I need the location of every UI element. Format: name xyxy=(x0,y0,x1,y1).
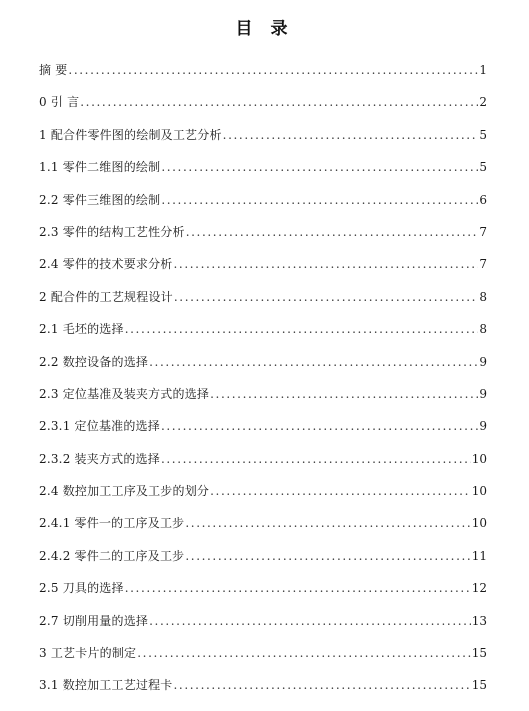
toc-dot-leader xyxy=(174,257,479,271)
toc-entry xyxy=(39,387,487,419)
toc-entry-label: 2.2 零件三维图的绘制 xyxy=(39,192,161,207)
toc-entry-label: 2.4 数控加工工序及工步的划分 xyxy=(39,484,210,499)
toc-dot-leader xyxy=(161,452,471,466)
toc-dot-leader xyxy=(186,225,479,239)
toc-list xyxy=(39,63,487,711)
toc-entry-label: 2.3 定位基准及装夹方式的选择 xyxy=(39,386,210,401)
toc-entry-label: 2.4.2 零件二的工序及工步 xyxy=(39,548,185,563)
toc-dot-leader xyxy=(137,646,470,660)
toc-dot-leader xyxy=(161,419,478,433)
toc-entry-page: 10 xyxy=(471,484,487,499)
toc-entry-page: 12 xyxy=(471,581,487,596)
toc-entry xyxy=(39,193,487,225)
toc-entry-page: 6 xyxy=(479,192,487,207)
toc-entry-label: 1 配合件零件图的绘制及工艺分析 xyxy=(39,127,222,142)
toc-entry-page: 13 xyxy=(471,613,487,628)
toc-entry-label: 2.4.1 零件一的工序及工步 xyxy=(39,516,185,531)
toc-entry xyxy=(39,290,487,322)
toc-entry-page: 2 xyxy=(479,95,487,110)
toc-entry xyxy=(39,355,487,387)
toc-entry xyxy=(39,160,487,192)
toc-entry xyxy=(39,549,487,581)
toc-entry-label: 1.1 零件二维图的绘制 xyxy=(39,160,161,175)
toc-dot-leader xyxy=(149,355,478,369)
toc-entry-label: 2 配合件的工艺规程设计 xyxy=(39,289,173,304)
toc-entry xyxy=(39,452,487,484)
toc-dot-leader xyxy=(161,160,478,174)
toc-entry-label: 2.3.2 装夹方式的选择 xyxy=(39,451,160,466)
toc-dot-leader xyxy=(210,484,471,498)
toc-entry-label: 3.1 数控加工工艺过程卡 xyxy=(39,678,173,693)
toc-entry-page: 8 xyxy=(479,289,487,304)
toc-dot-leader xyxy=(174,678,471,692)
toc-entry-page: 5 xyxy=(479,127,487,142)
toc-entry-page: 9 xyxy=(479,419,487,434)
toc-entry-label: 摘 要 xyxy=(39,63,68,77)
toc-entry-label: 2.3.1 定位基准的选择 xyxy=(39,419,160,434)
toc-entry-page: 7 xyxy=(479,224,487,239)
toc-entry xyxy=(39,678,487,710)
toc-entry xyxy=(39,322,487,354)
toc-entry-label: 2.3 零件的结构工艺性分析 xyxy=(39,224,185,239)
toc-entry-label: 0 引 言 xyxy=(39,95,80,110)
toc-dot-leader xyxy=(210,387,478,401)
toc-entry-page: 9 xyxy=(479,386,487,401)
toc-entry-page: 1 xyxy=(479,63,487,77)
toc-entry-page: 9 xyxy=(479,354,487,369)
toc-entry-page: 7 xyxy=(479,257,487,272)
toc-entry-page: 15 xyxy=(471,646,487,661)
toc-entry-page: 11 xyxy=(471,548,487,563)
toc-entry xyxy=(39,95,487,127)
toc-entry-page: 8 xyxy=(479,322,487,337)
toc-entry-page: 5 xyxy=(479,160,487,175)
toc-entry xyxy=(39,581,487,613)
toc-dot-leader xyxy=(223,128,479,142)
toc-dot-leader xyxy=(125,322,479,336)
toc-entry-label: 2.2 数控设备的选择 xyxy=(39,354,149,369)
toc-dot-leader xyxy=(68,63,478,77)
toc-entry xyxy=(39,516,487,548)
toc-dot-leader xyxy=(161,193,478,207)
toc-entry xyxy=(39,63,487,95)
toc-dot-leader xyxy=(185,549,470,563)
toc-dot-leader xyxy=(149,614,471,628)
toc-entry-label: 3 工艺卡片的制定 xyxy=(39,646,137,661)
toc-entry xyxy=(39,646,487,678)
toc-entry xyxy=(39,257,487,289)
page-title: 目 录 xyxy=(235,19,294,39)
toc-entry-label: 2.4 零件的技术要求分析 xyxy=(39,257,173,272)
toc-entry-label: 2.1 毛坯的选择 xyxy=(39,322,124,337)
toc-entry xyxy=(39,614,487,646)
toc-dot-leader xyxy=(80,95,478,109)
toc-entry xyxy=(39,419,487,451)
toc-dot-leader xyxy=(185,516,470,530)
toc-entry-label: 2.7 切削用量的选择 xyxy=(39,613,149,628)
toc-entry-page: 15 xyxy=(471,678,487,693)
toc-entry xyxy=(39,225,487,257)
toc-entry-page: 10 xyxy=(471,451,487,466)
toc-dot-leader xyxy=(125,581,471,595)
toc-dot-leader xyxy=(174,290,479,304)
toc-entry xyxy=(39,484,487,516)
toc-entry xyxy=(39,128,487,160)
toc-entry-page: 10 xyxy=(471,516,487,531)
toc-entry-label: 2.5 刀具的选择 xyxy=(39,581,124,596)
